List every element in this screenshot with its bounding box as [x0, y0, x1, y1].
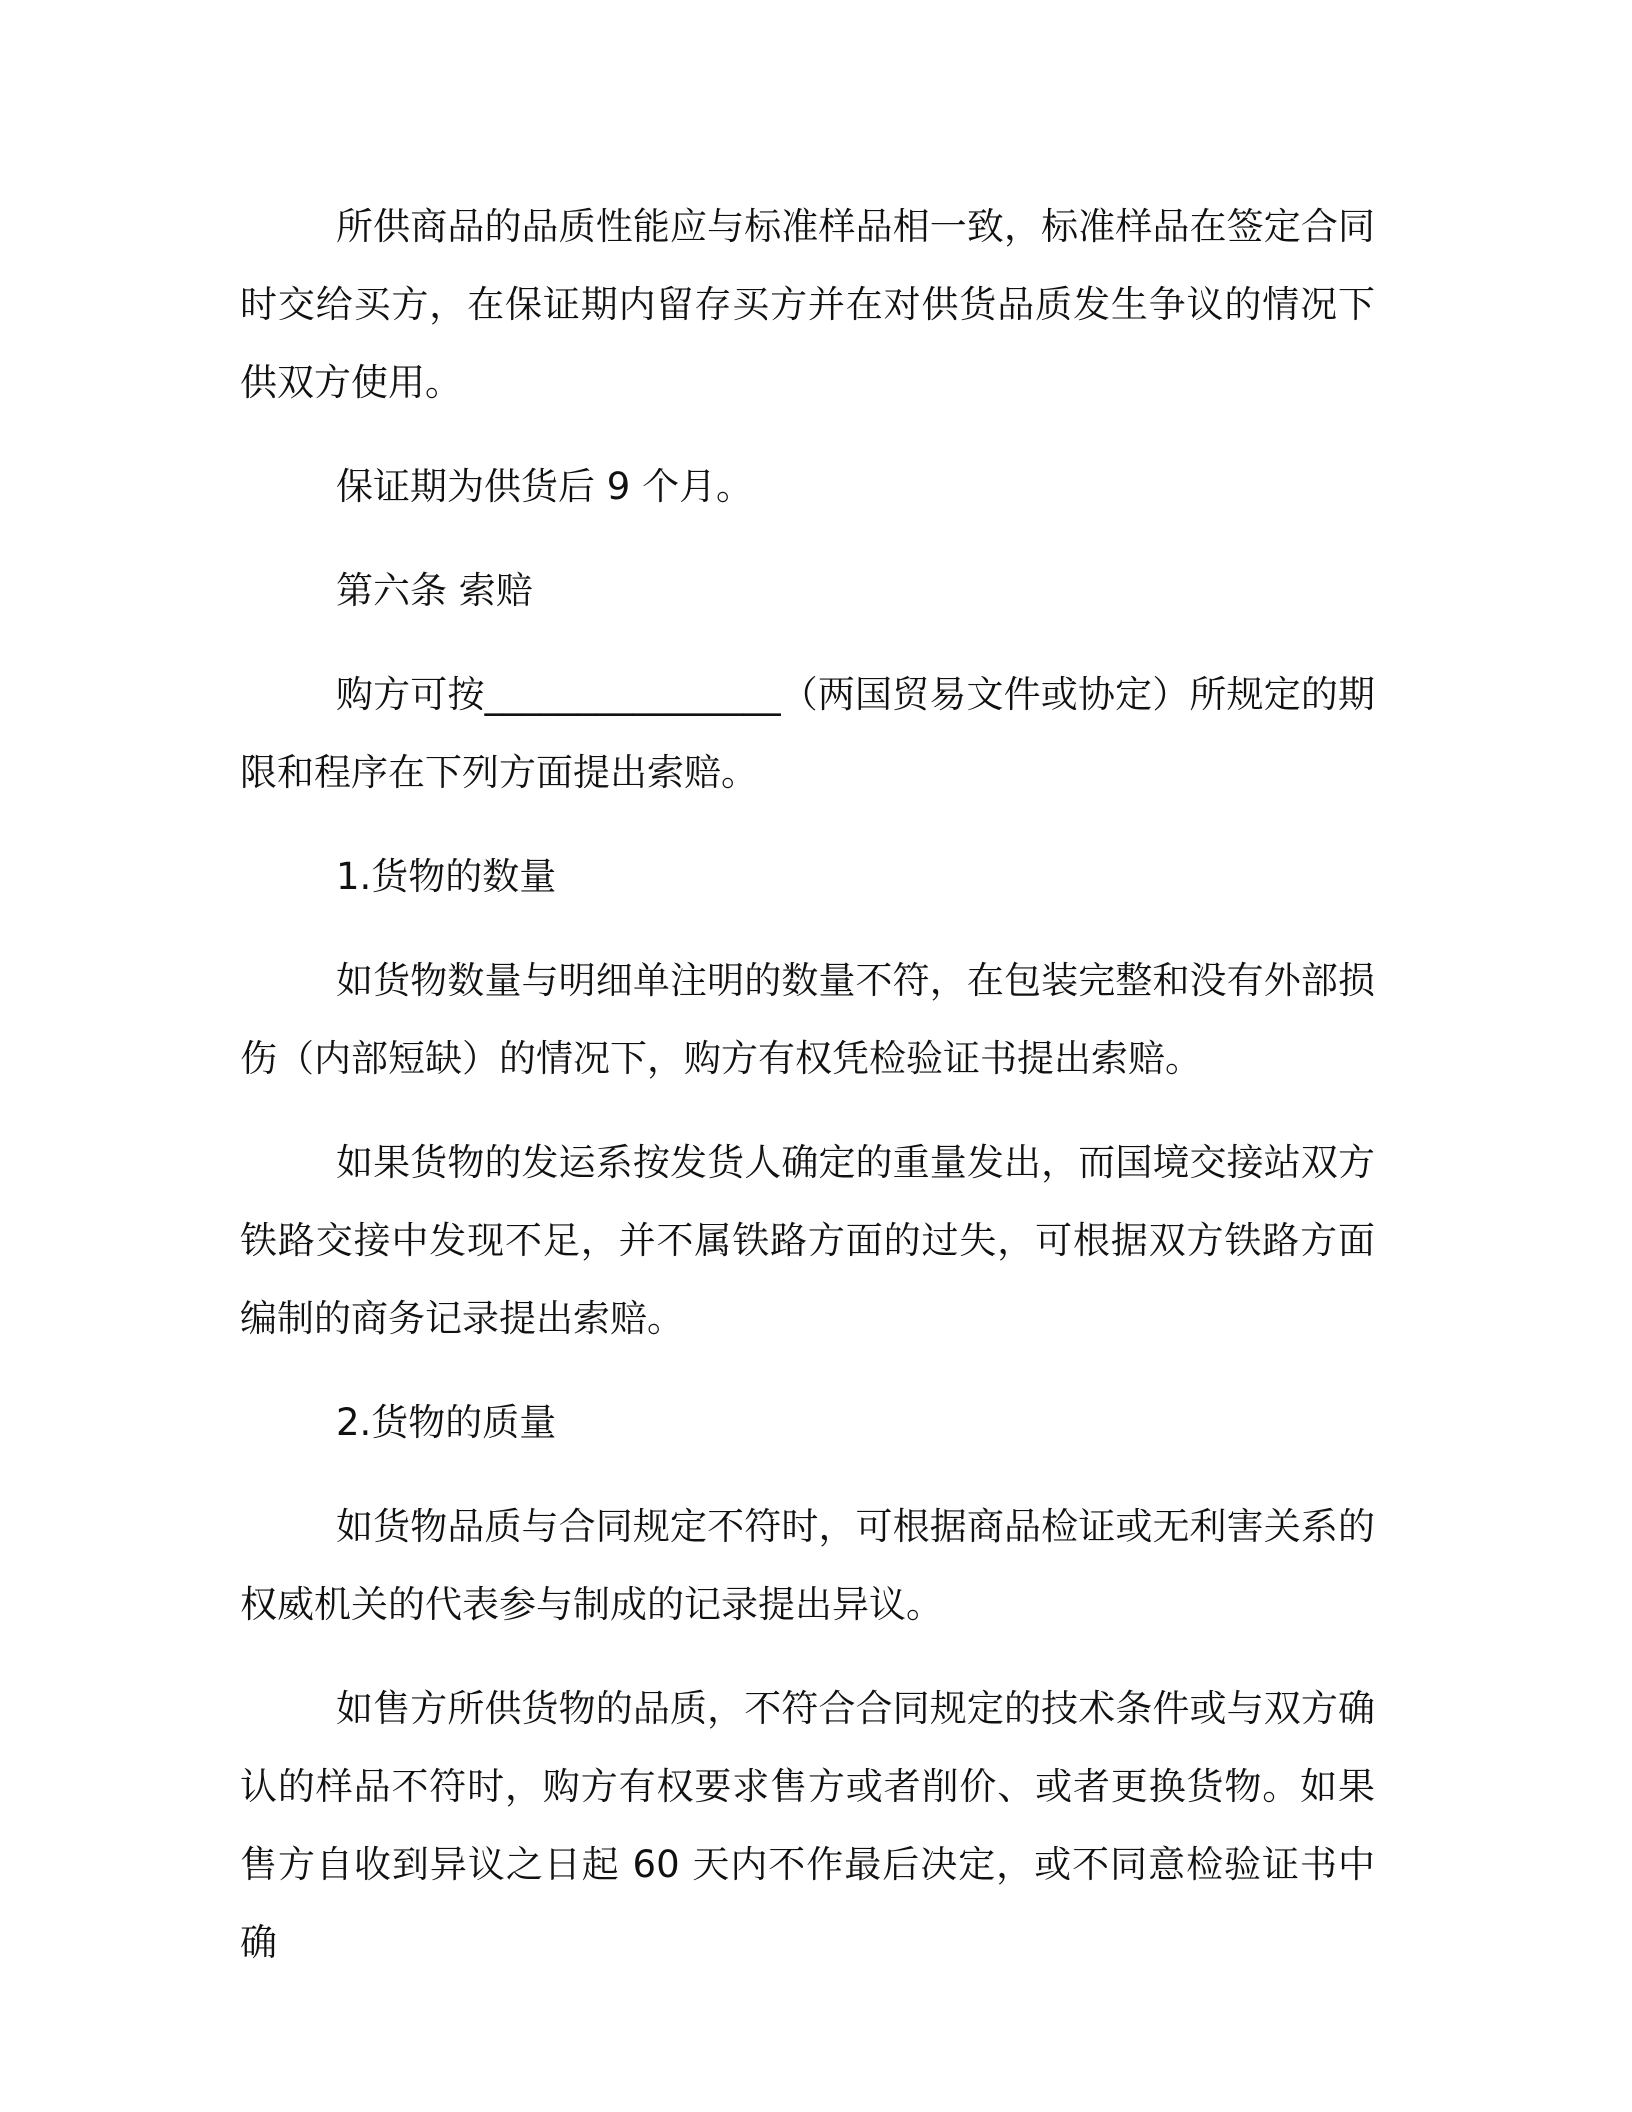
paragraph-quantity-mismatch — [240, 942, 1375, 1098]
subheading-quantity — [240, 838, 1375, 916]
paragraph-text: 如果货物的发运系按发货人确定的重量发出，而国境交接站双方铁路交接中发现不足，并不属铁路方面的过失，可根据双方铁路方面编制的商务记录提出索赔。 — [240, 1141, 1375, 1340]
paragraph-quality-objection — [240, 1488, 1375, 1644]
paragraph-text: 如售方所供货物的品质，不符合合同规定的技术条件或与双方确认的样品不符时，购方有权要求售方或者削价、或者更换货物。如果售方自收到异议之日起 60 天内不作最后决定，或不同意检验证书中确 — [240, 1687, 1375, 1964]
paragraph-text: 购方可按________________（两国贸易文件或协定）所规定的期限和程序在下列方面提出索赔。 — [240, 673, 1375, 794]
paragraph-text: 如货物品质与合同规定不符时，可根据商品检证或无利害关系的权威机关的代表参与制成的记录提出异议。 — [240, 1505, 1375, 1626]
heading-text: 第六条 索赔 — [336, 569, 533, 612]
heading-text: 1.货物的数量 — [336, 855, 557, 898]
paragraph-quality-standard — [240, 188, 1375, 422]
subheading-quality — [240, 1384, 1375, 1462]
paragraph-seller-remedy — [240, 1670, 1375, 1982]
paragraph-warranty-period — [240, 448, 1375, 526]
paragraph-text: 如货物数量与明细单注明的数量不符，在包装完整和没有外部损伤（内部短缺）的情况下，购方有权凭检验证书提出索赔。 — [240, 959, 1375, 1080]
paragraph-text: 保证期为供货后 9 个月。 — [336, 465, 754, 508]
heading-text: 2.货物的质量 — [336, 1401, 557, 1444]
document-body — [240, 188, 1375, 2008]
paragraph-weight-shortage — [240, 1124, 1375, 1358]
section-heading-article-6 — [240, 552, 1375, 630]
paragraph-text: 所供商品的品质性能应与标准样品相一致，标准样品在签定合同时交给买方，在保证期内留存买方并在对供货品质发生争议的情况下供双方使用。 — [240, 205, 1375, 404]
paragraph-claim-procedure — [240, 656, 1375, 812]
